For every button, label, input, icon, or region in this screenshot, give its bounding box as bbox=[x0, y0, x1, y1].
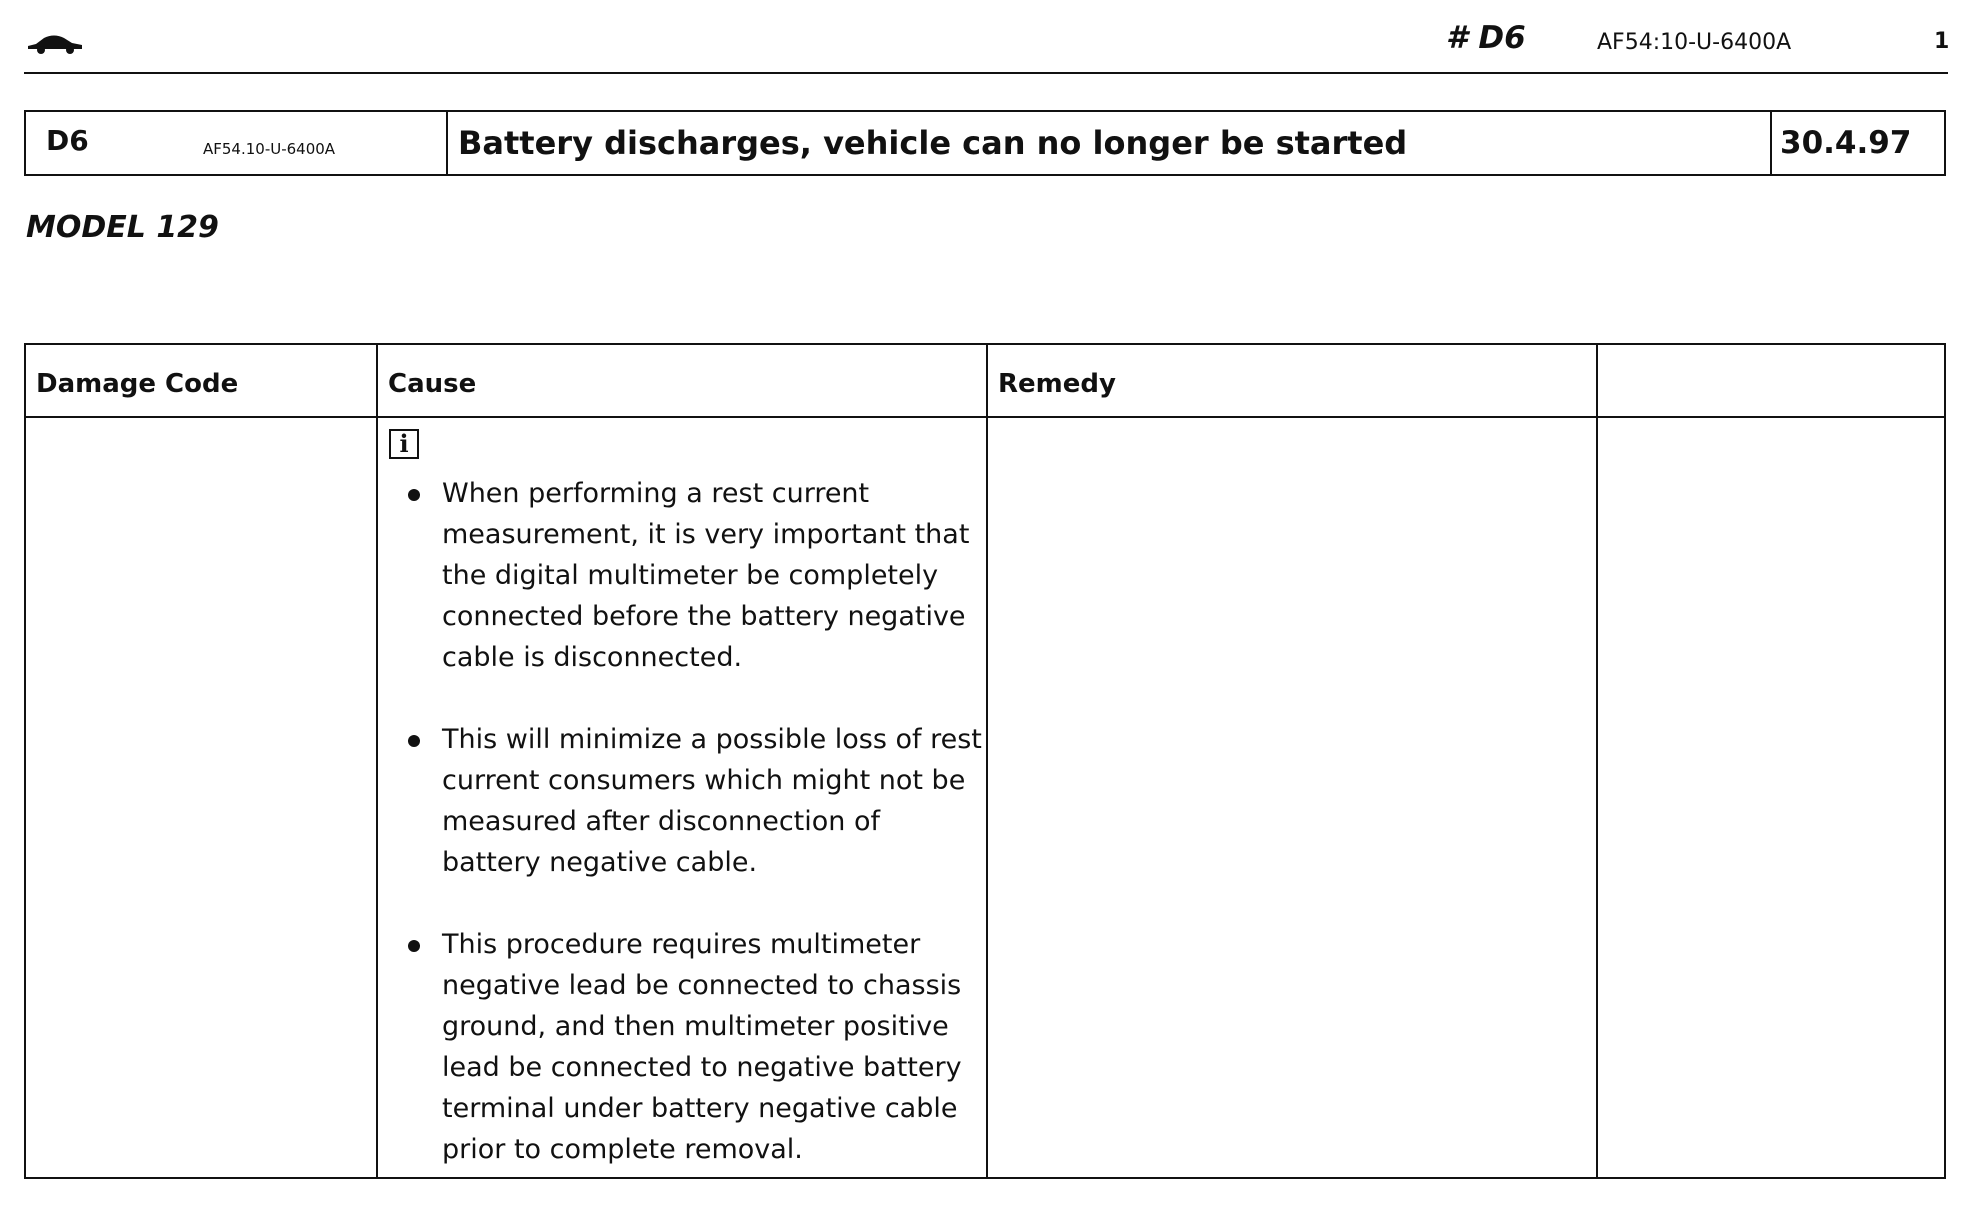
header-cause: Cause bbox=[388, 369, 477, 399]
cause-text: This will minimize a possible loss of rest current consumers which might not be measured after disconnection of battery negative cable. bbox=[442, 724, 982, 878]
title-box-code-cell bbox=[26, 112, 448, 174]
list-item bbox=[396, 719, 986, 883]
header-row-divider bbox=[26, 416, 1944, 418]
car-icon bbox=[26, 30, 84, 54]
column-divider bbox=[986, 345, 988, 1177]
list-item bbox=[396, 473, 986, 678]
header-doc-number: AF54:10-U-6400A bbox=[1597, 30, 1792, 55]
model-label: MODEL 129 bbox=[26, 210, 219, 245]
title-doc-number: AF54.10-U-6400A bbox=[203, 140, 336, 158]
bullet-icon bbox=[408, 940, 420, 952]
title-code: D6 bbox=[46, 124, 89, 157]
list-item bbox=[396, 924, 986, 1170]
column-divider bbox=[376, 345, 378, 1177]
title-date: 30.4.97 bbox=[1780, 125, 1912, 161]
info-icon: i bbox=[389, 429, 419, 459]
cause-text: When performing a rest current measurement, it is very important that the digital multimeter be completely connected before the battery negative cable is disconnected. bbox=[442, 478, 970, 673]
bullet-icon bbox=[408, 489, 420, 501]
page-title: Battery discharges, vehicle can no longer be started bbox=[448, 112, 1772, 174]
bullet-icon bbox=[408, 735, 420, 747]
title-box bbox=[24, 110, 1946, 176]
header-divider bbox=[24, 72, 1948, 74]
header-code: # D6 bbox=[1446, 20, 1526, 56]
cause-list bbox=[396, 473, 986, 1211]
cause-text: This procedure requires multimeter negative lead be connected to chassis ground, and then multimeter positive lead be connected to negative battery terminal under battery negative cable prior to complete removal. bbox=[442, 929, 962, 1165]
page-number: 1 bbox=[1934, 29, 1950, 54]
damage-table bbox=[24, 343, 1946, 1179]
header-damage-code: Damage Code bbox=[36, 369, 239, 399]
header-remedy: Remedy bbox=[998, 369, 1116, 399]
column-divider bbox=[1596, 345, 1598, 1177]
